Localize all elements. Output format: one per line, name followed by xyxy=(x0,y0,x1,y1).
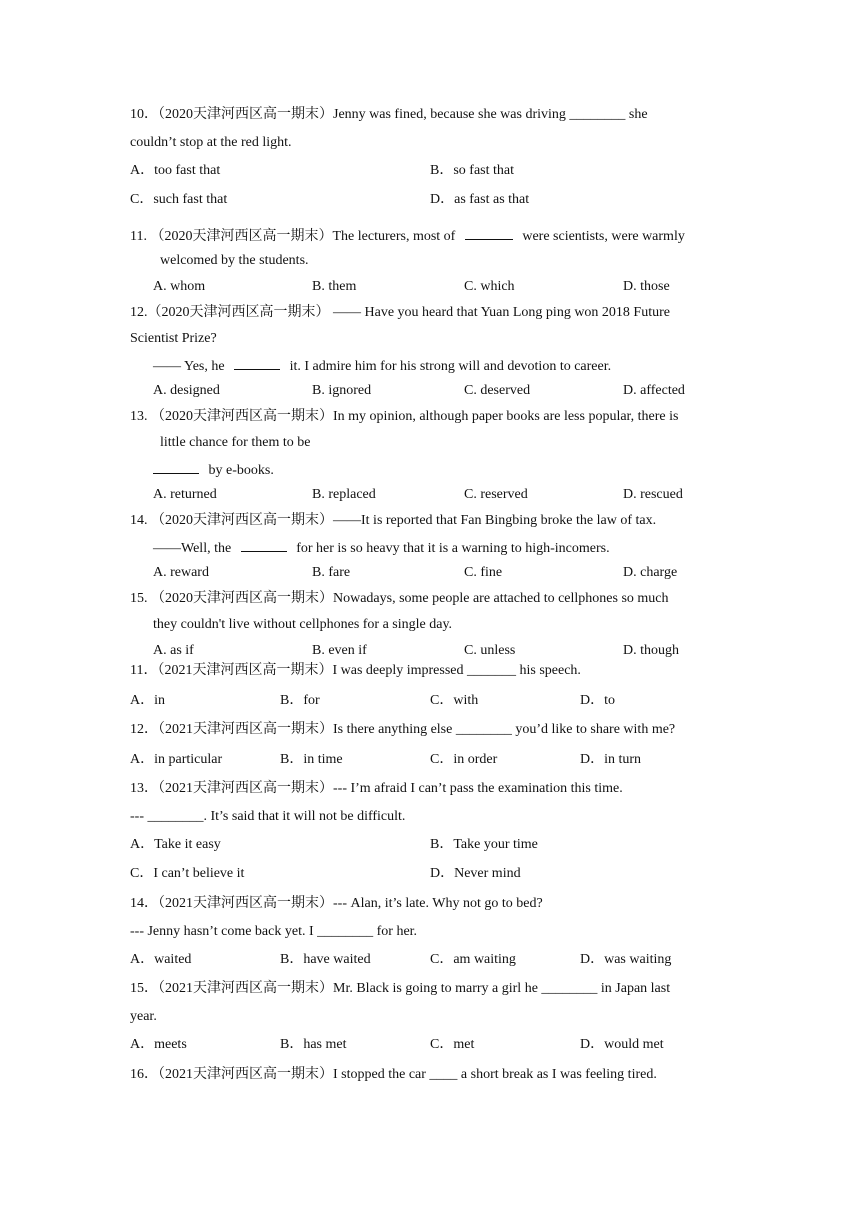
q11-2020-stem-line2: welcomed by the students. xyxy=(160,253,309,268)
answer-blank xyxy=(465,226,513,240)
q13-2020-stem-line3 xyxy=(153,460,274,480)
q10-2020-option-b: B．so fast that xyxy=(430,163,514,178)
q12-2020-stem-part1: —— Yes, he xyxy=(153,359,225,374)
q10-2020-stem-line1: 10．（2020天津河西区高一期末）Jenny was fined, because she was driving ________ she xyxy=(130,107,648,122)
q11-2021-stem-line1: 11．（2021天津河西区高一期末）I was deeply impressed _______ his speech. xyxy=(130,663,581,678)
q13-2020-option-c: C. reserved xyxy=(464,487,528,502)
q11-2020-option-b: B. them xyxy=(312,279,357,294)
q11-2020-option-a: A. whom xyxy=(153,279,206,294)
q11-2020-stem-line1 xyxy=(130,226,685,246)
q12-2021-option-d: D．in turn xyxy=(580,752,642,767)
answer-blank xyxy=(241,538,287,552)
q14-2021-stem-line2: --- Jenny hasn’t come back yet. I ________ for her. xyxy=(130,924,418,939)
q16-2021-stem-line1: 16．（2021天津河西区高一期末）I stopped the car ____ a short break as I was feeling tired. xyxy=(130,1067,657,1082)
q15-2021-option-a: A．meets xyxy=(130,1037,187,1052)
q14-2020-stem-part1: ——Well, the xyxy=(153,541,232,556)
q14-2021-option-d: D．was waiting xyxy=(580,952,672,967)
q13-2020-stem-line1: 13. （2020天津河西区高一期末）In my opinion, although paper books are less popular, there is xyxy=(130,409,679,424)
q15-2020-option-a: A. as if xyxy=(153,643,194,658)
q13-2021-stem-line2: --- ________. It’s said that it will not be difficult. xyxy=(130,809,406,824)
q13-2020-stem-part2: by e-books. xyxy=(208,463,274,478)
q12-2020-stem-line1: 12.（2020天津河西区高一期末） —— Have you heard that Yuan Long ping won 2018 Future xyxy=(130,305,670,320)
q14-2020-stem-line2 xyxy=(153,538,610,558)
q15-2020-stem-line1: 15. （2020天津河西区高一期末）Nowadays, some people are attached to cellphones so much xyxy=(130,591,669,606)
q12-2020-option-b: B. ignored xyxy=(312,383,372,398)
q12-2020-option-a: A. designed xyxy=(153,383,220,398)
q15-2021-stem-line1: 15．（2021天津河西区高一期末）Mr. Black is going to marry a girl he ________ in Japan last xyxy=(130,981,671,996)
q15-2020-option-b: B. even if xyxy=(312,643,367,658)
q13-2021-option-b: B．Take your time xyxy=(430,837,538,852)
q14-2020-option-c: C. fine xyxy=(464,565,503,580)
q12-2020-stem-line2: Scientist Prize? xyxy=(130,331,217,346)
q11-2020-option-c: C. which xyxy=(464,279,515,294)
q10-2020-stem-line2: couldn’t stop at the red light. xyxy=(130,135,292,150)
q13-2020-stem-line2: little chance for them to be xyxy=(160,435,311,450)
q12-2021-option-b: B．in time xyxy=(280,752,343,767)
q13-2020-option-d: D. rescued xyxy=(623,487,683,502)
q12-2020-stem-part2: it. I admire him for his strong will and devotion to career. xyxy=(289,359,612,374)
q13-2021-option-a: A．Take it easy xyxy=(130,837,221,852)
q14-2021-option-a: A．waited xyxy=(130,952,192,967)
q14-2020-stem-part2: for her is so heavy that it is a warning to high-incomers. xyxy=(296,541,610,556)
q15-2021-option-c: C．met xyxy=(430,1037,475,1052)
q12-2021-option-a: A．in particular xyxy=(130,752,223,767)
q11-2021-option-c: C．with xyxy=(430,693,479,708)
q14-2021-option-c: C．am waiting xyxy=(430,952,516,967)
q11-2021-option-b: B．for xyxy=(280,693,320,708)
q14-2020-option-b: B. fare xyxy=(312,565,351,580)
q12-2021-option-c: C．in order xyxy=(430,752,498,767)
q14-2021-option-b: B．have waited xyxy=(280,952,371,967)
q14-2020-option-d: D. charge xyxy=(623,565,678,580)
q11-2021-option-a: A．in xyxy=(130,693,165,708)
q15-2020-option-c: C. unless xyxy=(464,643,516,658)
answer-blank xyxy=(234,356,280,370)
q13-2021-option-d: D．Never mind xyxy=(430,866,521,881)
q14-2021-stem-line1: 14．（2021天津河西区高一期末）--- Alan, it’s late. Why not go to bed? xyxy=(130,896,543,911)
q14-2020-stem-line1: 14. （2020天津河西区高一期末）——It is reported that Fan Bingbing broke the law of tax. xyxy=(130,513,657,528)
q13-2021-option-c: C．I can’t believe it xyxy=(130,866,245,881)
q11-2021-option-d: D．to xyxy=(580,693,615,708)
q10-2020-option-a: A．too fast that xyxy=(130,163,221,178)
q12-2020-option-c: C. deserved xyxy=(464,383,531,398)
q15-2021-stem-line2: year. xyxy=(130,1009,157,1024)
q13-2021-stem-line1: 13．（2021天津河西区高一期末）--- I’m afraid I can’t pass the examination this time. xyxy=(130,781,623,796)
q13-2020-option-a: A. returned xyxy=(153,487,217,502)
q10-2020-option-c: C．such fast that xyxy=(130,192,228,207)
q12-2020-stem-line3 xyxy=(153,356,611,376)
q12-2021-stem-line1: 12．（2021天津河西区高一期末）Is there anything else ________ you’d like to share with me? xyxy=(130,722,676,737)
q14-2020-option-a: A. reward xyxy=(153,565,209,580)
q15-2020-option-d: D. though xyxy=(623,643,679,658)
q10-2020-option-d: D．as fast as that xyxy=(430,192,530,207)
q11-2020-stem-part1: 11. （2020天津河西区高一期末）The lecturers, most of xyxy=(130,229,456,244)
q15-2021-option-b: B．has met xyxy=(280,1037,347,1052)
q13-2020-option-b: B. replaced xyxy=(312,487,376,502)
q12-2020-option-d: D. affected xyxy=(623,383,685,398)
q15-2021-option-d: D．would met xyxy=(580,1037,664,1052)
answer-blank xyxy=(153,460,199,474)
q11-2020-option-d: D. those xyxy=(623,279,670,294)
q15-2020-stem-line2: they couldn't live without cellphones for a single day. xyxy=(153,617,453,632)
q11-2020-stem-part2: were scientists, were warmly xyxy=(522,229,685,244)
